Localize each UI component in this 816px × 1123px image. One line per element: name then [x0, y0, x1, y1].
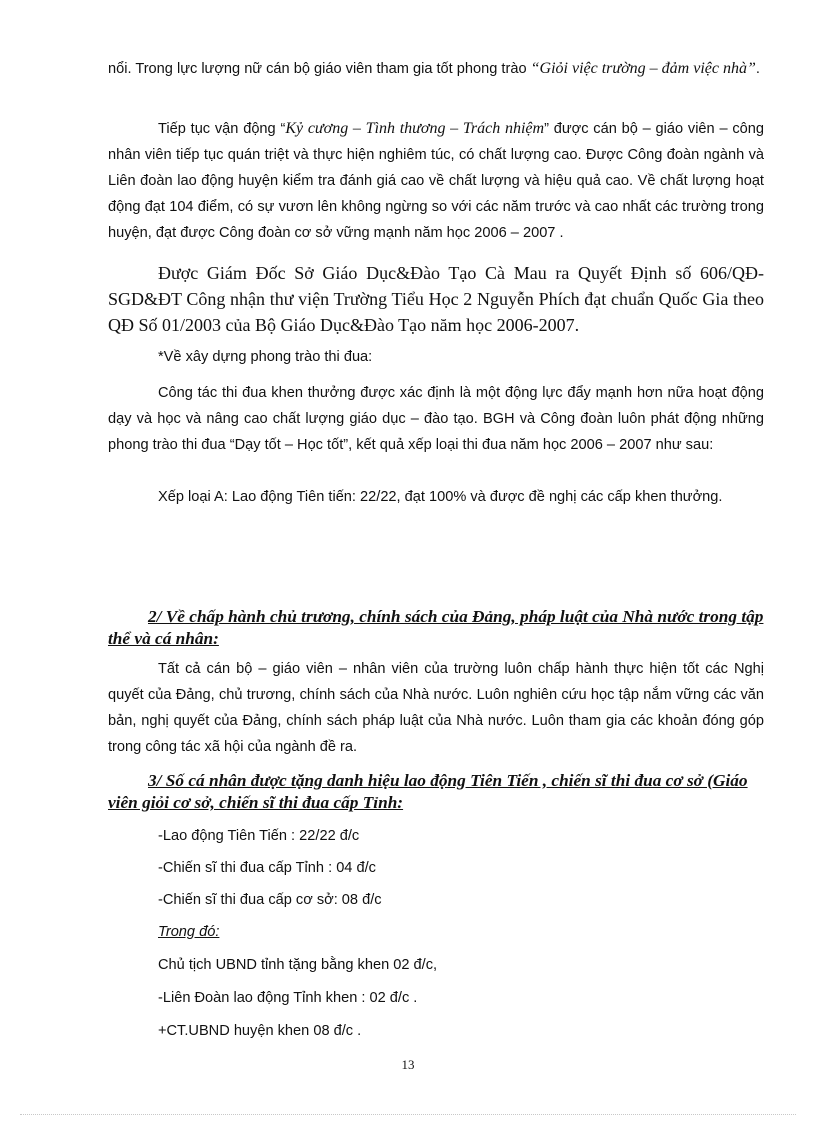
paragraph-2-quote: Kỷ cương – Tình thương – Trách nhiệm — [285, 120, 545, 137]
paragraph-1 — [108, 56, 764, 82]
paragraph-1-end: . — [755, 61, 760, 77]
trong-do-label: Trong đó: — [158, 924, 220, 940]
list-item: -Lao động Tiên Tiến : 22/22 đ/c — [158, 828, 360, 844]
list-item: +CT.UBND huyện khen 08 đ/c . — [158, 1023, 362, 1039]
paragraph-4: *Về xây dựng phong trào thi đua: — [158, 349, 373, 365]
section-heading-2: 2/ Về chấp hành chủ trương, chính sách của Đảng, pháp luật của Nhà nước trong tập thể và cá nhân: — [108, 607, 764, 648]
section-heading-3: 3/ Số cá nhân được tặng danh hiệu lao động Tiên Tiến , chiến sĩ thi đua cơ sở (Giáo viên giỏi cơ sở, chiến sĩ thi đua cấp Tỉnh: — [108, 771, 748, 812]
list-item: -Liên Đoàn lao động Tỉnh khen : 02 đ/c . — [158, 990, 418, 1006]
paragraph-2 — [108, 116, 764, 246]
paragraph-6: Xếp loại A: Lao động Tiên tiến: 22/22, đạt 100% và được đề nghị các cấp khen thưởng. — [158, 489, 723, 505]
list-item: Chủ tịch UBND tỉnh tặng bằng khen 02 đ/c, — [158, 957, 438, 973]
paragraph-5: Công tác thi đua khen thưởng được xác định là một động lực đẩy mạnh hơn nữa hoạt động dạy và học và nâng cao chất lượng giáo dục – đào tạo. BGH và Công đoàn luôn phát động những phong trào thi đua “Dạy tốt – Học tốt”, kết quả xếp loại thi đua năm học 2006 – 2007 như sau: — [108, 385, 764, 453]
paragraph-1-quote: “Giỏi việc trường – đảm việc nhà” — [530, 60, 756, 77]
page-border-divider — [20, 1114, 796, 1115]
list-item: -Chiến sĩ thi đua cấp Tỉnh : 04 đ/c — [158, 860, 376, 876]
page-number: 13 — [401, 1057, 415, 1072]
paragraph-2-rest: ” được cán bộ – giáo viên – công nhân viên tiếp tục quán triệt và thực hiện nghiêm túc, có chất lượng cao. Được Công đoàn ngành và Liên đoàn lao động huyện kiểm tra đánh giá cao về chất lượng và hiệu quả cao. Về chất lượng hoạt động đạt 104 điểm, có sự vươn lên không ngừng so với các năm trước và cao nhất các trường trong huyện, đạt được Công đoàn cơ sở vững mạnh năm học 2006 – 2007 . — [108, 121, 765, 241]
paragraph-3: Được Giám Đốc Sở Giáo Dục&Đào Tạo Cà Mau ra Quyết Định số 606/QĐ-SGD&ĐT Công nhận thư viện Trường Tiểu Học 2 Nguyễn Phích đạt chuẩn Quốc Gia theo QĐ Số 01/2003 của Bộ Giáo Dục&Đào Tạo năm học 2006-2007. — [108, 263, 764, 335]
paragraph-1-text: nổi. Trong lực lượng nữ cán bộ giáo viên tham gia tốt phong trào — [108, 61, 531, 77]
paragraph-7: Tất cả cán bộ – giáo viên – nhân viên của trường luôn chấp hành thực hiện tốt các Nghị quyết của Đảng, chủ trương, chính sách của Nhà nước. Luôn nghiên cứu học tập nắm vững các văn bản, nghị quyết của Đảng, chính sách pháp luật của Nhà nước. Luôn tham gia các khoản đóng góp trong công tác xã hội của ngành đề ra. — [108, 661, 764, 755]
paragraph-2-text: Tiếp tục vận động “ — [158, 121, 286, 137]
list-item: -Chiến sĩ thi đua cấp cơ sở: 08 đ/c — [158, 892, 382, 908]
